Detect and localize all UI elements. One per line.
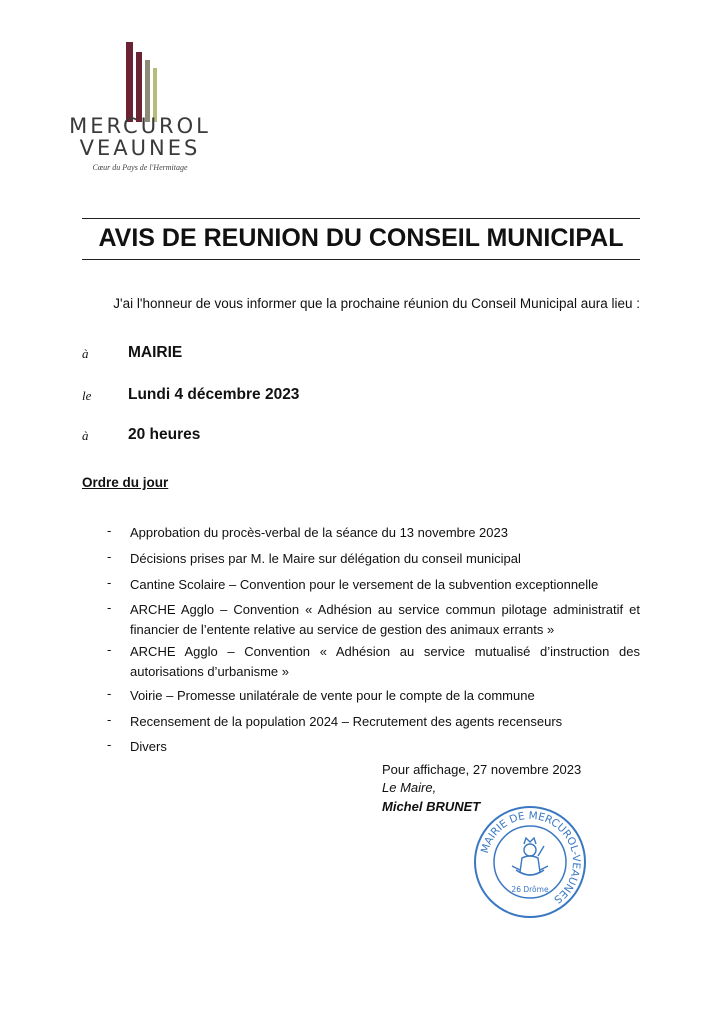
title-rule-top (82, 218, 640, 219)
detail-prep: le (82, 388, 92, 403)
bullet-dash: - (107, 549, 112, 564)
detail-prep: à (82, 428, 89, 443)
meeting-location (82, 344, 482, 364)
brand-tagline: Cœur du Pays de l'Hermitage (92, 163, 188, 172)
posting-date: Pour affichage, 27 novembre 2023 (382, 762, 582, 777)
signatory-name: Michel BRUNET (382, 799, 481, 814)
agenda-item-text: Recensement de la population 2024 – Recrutement des agents recenseurs (130, 714, 563, 729)
stamp-ring-text: MAIRIE DE MERCUROL-VEAUNES (478, 809, 583, 906)
bullet-dash: - (107, 712, 112, 727)
bullet-dash: - (107, 575, 112, 590)
detail-value: 20 heures (128, 426, 201, 443)
brand-name-line1: MERCUROL (69, 114, 211, 138)
bullet-dash: - (107, 523, 112, 538)
bullet-dash: - (107, 737, 112, 752)
agenda-heading: Ordre du jour (82, 475, 169, 490)
bullet-dash: - (107, 686, 112, 701)
official-stamp-seal (472, 804, 588, 920)
stamp-emblem-icon (512, 838, 548, 875)
detail-prep: à (82, 346, 89, 361)
agenda-item-text: Divers (130, 739, 167, 754)
agenda-item-text: Approbation du procès-verbal de la séance du 13 novembre 2023 (130, 525, 508, 540)
agenda-item-text: Cantine Scolaire – Convention pour le versement de la subvention exceptionnelle (130, 577, 599, 592)
agenda-item-text: ARCHE Agglo – Convention « Adhésion au service mutualisé d’instruction des autorisations d’urbanisme » (130, 644, 640, 679)
meeting-time (82, 426, 482, 446)
intro-text: J'ai l'honneur de vous informer que la prochaine réunion du Conseil Municipal aura lieu : (113, 296, 640, 311)
bullet-dash: - (107, 642, 112, 657)
title-rule-bottom (82, 259, 640, 260)
agenda-item-text: ARCHE Agglo – Convention « Adhésion au service commun pilotage administratif et financier de l’entente relative au service de gestion des animaux errants » (130, 602, 640, 637)
meeting-date (82, 386, 482, 406)
bullet-dash: - (107, 600, 112, 615)
agenda-item-text: Voirie – Promesse unilatérale de vente pour le compte de la commune (130, 688, 535, 703)
logo-icon (122, 42, 162, 122)
detail-value: Lundi 4 décembre 2023 (128, 386, 300, 403)
page-title: AVIS DE REUNION DU CONSEIL MUNICIPAL (98, 224, 624, 252)
detail-value: MAIRIE (128, 344, 183, 361)
agenda-item-text: Décisions prises par M. le Maire sur délégation du conseil municipal (130, 551, 521, 566)
brand-name-line2: VEAUNES (79, 136, 201, 160)
signatory-title: Le Maire, (382, 780, 437, 795)
stamp-bottom-text: 26 Drôme (511, 885, 549, 894)
